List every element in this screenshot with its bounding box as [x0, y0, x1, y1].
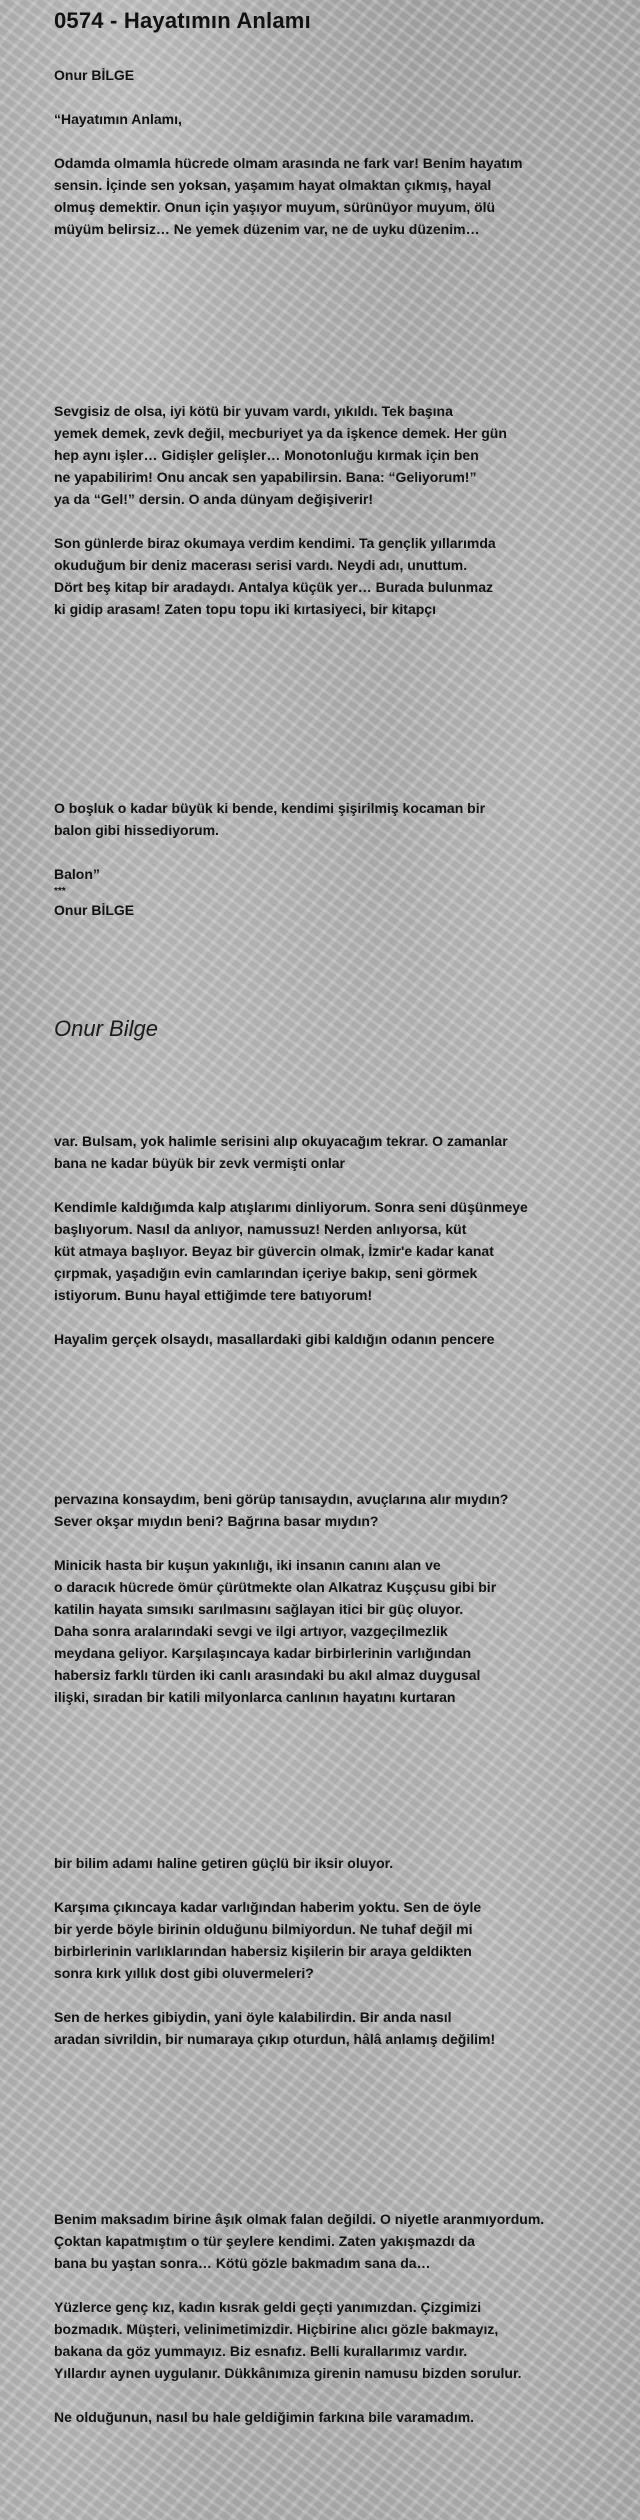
text-line: okuduğum bir deniz macerası serisi vardı. Neydi adı, unuttum. [54, 557, 468, 573]
text-line: sensin. İçinde sen yoksan, yaşamım hayat olmaktan çıkmış, hayal [54, 177, 492, 193]
text-line: Sen de herkes gibiydin, yani öyle kalabilirdin. Bir anda nasıl [54, 2009, 452, 2025]
text-line: başlıyorum. Nasıl da anlıyor, namussuz! Nerden anlıyorsa, küt [54, 1221, 467, 1237]
text-line: Karşıma çıkıncaya kadar varlığından haberim yoktu. Sen de öyle [54, 1899, 482, 1915]
text-line: bozmadık. Müşteri, velinimetimizdir. Hiçbirine alıcı gözle bakmayız, [54, 2321, 499, 2337]
text-line: var. Bulsam, yok halimle serisini alıp okuyacağım tekrar. O zamanlar [54, 1133, 508, 1149]
text-line: birbirlerinin varlıklarından habersiz kişilerin bir araya geldikten [54, 1943, 472, 1959]
text-line: *** [54, 886, 66, 897]
text-line: bana bu yaştan sonra… Kötü gözle bakmadım sana da… [54, 2255, 431, 2271]
text-line: katilin hayata sımsıkı sarılmasını sağlayan itici bir güç oluyor. [54, 1601, 464, 1617]
text-line: o daracık hücrede ömür çürütmekte olan Alkatraz Kuşçusu gibi bir [54, 1579, 497, 1595]
text-line [54, 1874, 634, 1896]
text-line [54, 1306, 634, 1328]
text-line: balon gibi hissediyorum. [54, 822, 219, 838]
text-line: pervazına konsaydım, beni görüp tanısaydın, avuçlarına alır mıydın? [54, 1491, 509, 1507]
text-line: Çoktan kapatmıştım o tür şeylere kendimi. Zaten yakışmazdı da [54, 2233, 475, 2249]
text-line: “Hayatımın Anlamı, [54, 111, 182, 127]
text-line: habersiz farklı türden iki canlı arasındaki bu akıl almaz duygusal [54, 1667, 481, 1683]
text-line: Balon” [54, 866, 100, 882]
text-line [54, 2384, 634, 2406]
text-line: Yıllardır aynen uygulanır. Dükkânımıza girenin namusu bizden sorulur. [54, 2365, 522, 2381]
text-line: olmuş demektir. Onun için yaşıyor muyum, sürünüyor muyum, ölü [54, 199, 496, 215]
text-line: Sever okşar mıydın beni? Bağrına basar mıydın? [54, 1513, 379, 1529]
text-line: Yüzlerce genç kız, kadın kısrak geldi geçti yanımızdan. Çizgimizi [54, 2299, 482, 2315]
text-block-6 [54, 1852, 634, 2050]
page-title: 0574 - Hayatımın Anlamı [54, 8, 311, 33]
text-line: Sevgisiz de olsa, iyi kötü bir yuvam vardı, yıkıldı. Tek başına [54, 403, 453, 419]
text-line: ya da “Gel!” dersin. O anda dünyam değişiverir! [54, 491, 373, 507]
text-line: Onur BİLGE [54, 902, 135, 918]
text-line [54, 1984, 634, 2006]
text-line [54, 2274, 634, 2296]
text-line: küt atmaya başlıyor. Beyaz bir güvercin olmak, İzmir'e kadar kanat [54, 1243, 494, 1259]
text-line [54, 510, 634, 532]
text-line [54, 1174, 634, 1196]
text-line: Ne olduğunun, nasıl bu hale geldiğimin farkına bile varamadım. [54, 2409, 475, 2425]
text-line: Onur BİLGE [54, 67, 135, 83]
text-block-5 [54, 1488, 634, 1708]
text-line: bir yerde böyle birinin olduğunu bilmiyordun. Ne tuhaf değil mi [54, 1921, 473, 1937]
text-line: Dört beş kitap bir aradaydı. Antalya küçük yer… Burada bulunmaz [54, 579, 494, 595]
text-line: hep aynı işler… Gidişler gelişler… Monotonluğu kırmak için ben [54, 447, 479, 463]
text-line [54, 130, 634, 152]
text-line: ilişki, sıradan bir katili milyonlarca canlının hayatını kurtaran [54, 1689, 456, 1705]
text-line: Benim maksadım birine âşık olmak falan değildi. O niyetle aranmıyordum. [54, 2211, 545, 2227]
text-block-3 [54, 797, 634, 921]
text-block-7 [54, 2208, 634, 2428]
text-line: aradan sivrildin, bir numaraya çıkıp oturdun, hâlâ anlamış değilim! [54, 2031, 496, 2047]
text-line: müyüm belirsiz… Ne yemek düzenim var, ne de uyku düzenim… [54, 221, 480, 237]
text-line: Kendimle kaldığımda kalp atışlarımı dinliyorum. Sonra seni düşünmeye [54, 1199, 528, 1215]
text-line: çırpmak, yaşadığın evin camlarından içeriye bakıp, seni görmek [54, 1265, 478, 1281]
text-block-1 [54, 64, 634, 240]
text-line: bakana da göz yummayız. Biz esnafız. Belli kurallarımız vardır. [54, 2343, 468, 2359]
text-line: ki gidip arasam! Zaten topu topu iki kırtasiyeci, bir kitapçı [54, 601, 436, 617]
text-line: bir bilim adamı haline getiren güçlü bir iksir oluyor. [54, 1855, 394, 1871]
text-line: istiyorum. Bunu hayal ettiğimde tere batıyorum! [54, 1287, 373, 1303]
text-line: yemek demek, zevk değil, mecburiyet ya da işkence demek. Her gün [54, 425, 507, 441]
text-line [54, 1532, 634, 1554]
text-line: bana ne kadar büyük bir zevk vermişti onlar [54, 1155, 345, 1171]
text-line: O boşluk o kadar büyük ki bende, kendimi şişirilmiş kocaman bir [54, 800, 486, 816]
text-line: Son günlerde biraz okumaya verdim kendimi. Ta gençlik yıllarımda [54, 535, 496, 551]
text-line: meydana geliyor. Karşılaşıncaya kadar birbirlerinin varlığından [54, 1645, 472, 1661]
text-line: Daha sonra aralarındaki sevgi ve ilgi artıyor, vazgeçilmezlik [54, 1623, 448, 1639]
text-block-4 [54, 1130, 634, 1350]
text-line [54, 86, 634, 108]
text-block-2 [54, 400, 634, 620]
text-line: sonra kırk yıllık dost gibi oluvermeleri? [54, 1965, 314, 1981]
text-line [54, 841, 634, 863]
text-line: Odamda olmamla hücrede olmam arasında ne fark var! Benim hayatım [54, 155, 523, 171]
text-line: Minicik hasta bir kuşun yakınlığı, iki insanın canını alan ve [54, 1557, 441, 1573]
signature: Onur Bilge [54, 1016, 158, 1041]
text-line: Hayalim gerçek olsaydı, masallardaki gibi kaldığın odanın pencere [54, 1331, 495, 1347]
text-line: ne yapabilirim! Onu ancak sen yapabilirsin. Bana: “Geliyorum!” [54, 469, 477, 485]
